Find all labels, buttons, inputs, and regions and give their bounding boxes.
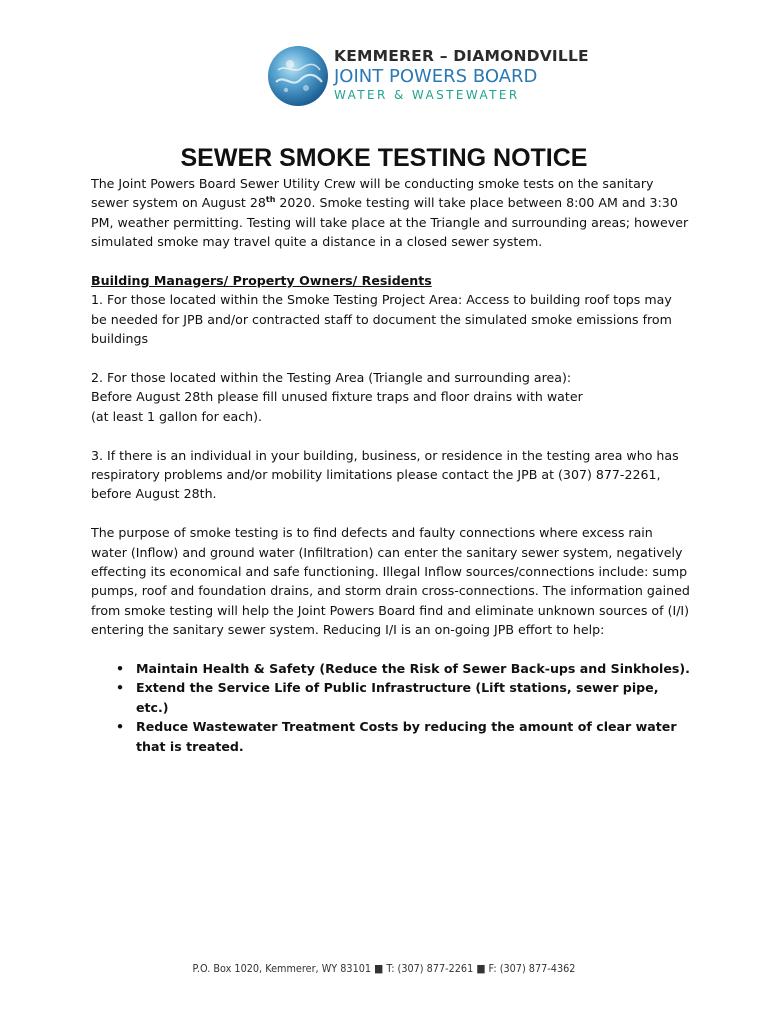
section-heading: Building Managers/ Property Owners/ Residents	[91, 273, 432, 289]
logo-text	[334, 48, 589, 102]
benefits-list	[91, 659, 691, 756]
item-2-line1: 2. For those located within the Testing Area (Triangle and surrounding area):	[91, 370, 572, 386]
water-globe-icon	[266, 44, 330, 108]
list-item: • Reduce Wastewater Treatment Costs by reducing the amount of clear water that is treated.	[116, 719, 677, 754]
item-2-line3: (at least 1 gallon for each).	[91, 408, 263, 424]
intro-paragraph: The Joint Powers Board Sewer Utility Crew will be conducting smoke tests on the sanitary sewer system on August 28th 2020. Smoke testing will take place between 8:00 AM and 3:30 PM, weather permitting. Testing will take place at the Triangle and surrounding areas; however simulated smoke may travel quite a distance in a closed sewer system.	[91, 176, 689, 250]
item-3: 3. If there is an individual in your building, business, or residence in the testing area who has respiratory problems and/or mobility limitations please contact the JPB at (307) 877-2261, before August 28th.	[91, 447, 679, 502]
list-item: • Maintain Health & Safety (Reduce the Risk of Sewer Back-ups and Sinkholes).	[116, 661, 690, 677]
logo	[266, 42, 589, 110]
purpose-paragraph: The purpose of smoke testing is to find defects and faulty connections where excess rain water (Inflow) and ground water (Infiltration) can enter the sanitary sewer system, negatively effecting its economical and safe functioning. Illegal Inflow sources/connections include: sump pumps, roof and foundation drains, and storm drain cross-connections. The information gained from smoke testing will help the Joint Powers Board find and eliminate unknown sources of (I/I) entering the sanitary sewer system. Reducing I/I is an on-going JPB effort to help:	[91, 525, 690, 638]
item-2-line2: Before August 28th please fill unused fixture traps and floor drains with water	[91, 389, 583, 405]
list-item: • Extend the Service Life of Public Infrastructure (Lift stations, sewer pipe, etc.)	[116, 680, 659, 715]
item-1: 1. For those located within the Smoke Testing Project Area: Access to building roof tops may be needed for JPB and/or contracted staff to document the simulated smoke emissions from buildings	[91, 292, 672, 347]
notice-title: SEWER SMOKE TESTING NOTICE	[180, 144, 588, 172]
org-name-line2: JOINT POWERS BOARD	[334, 66, 538, 87]
org-name-line3: WATER & WASTEWATER	[334, 88, 520, 102]
footer-contact: P.O. Box 1020, Kemmerer, WY 83101 ■ T: (307) 877-2261 ■ F: (307) 877-4362	[192, 962, 576, 975]
notice-body	[91, 174, 691, 756]
org-name-line1: KEMMERER – DIAMONDVILLE	[334, 47, 589, 65]
